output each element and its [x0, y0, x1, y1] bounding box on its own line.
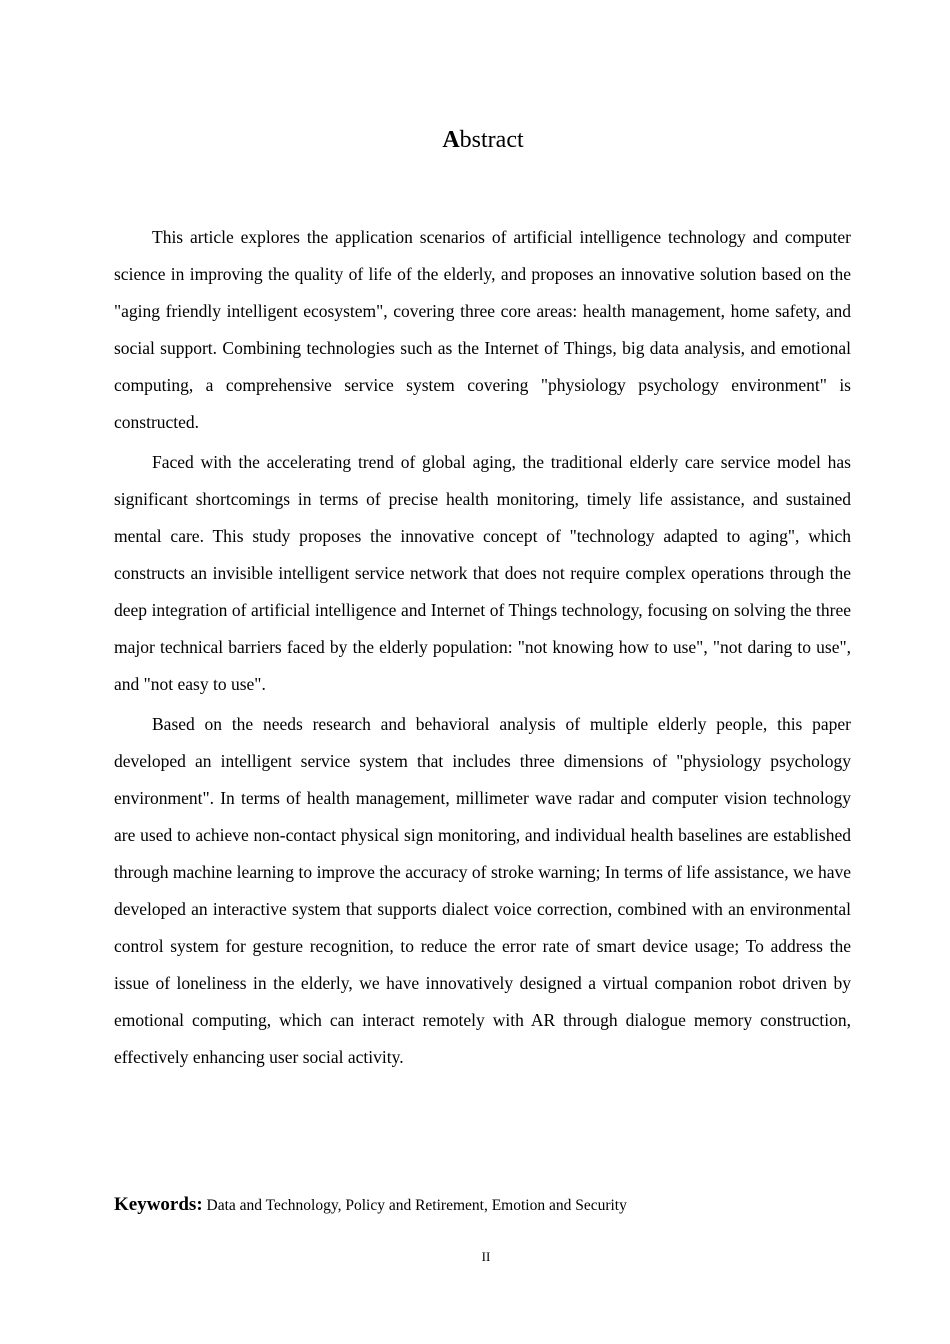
- keywords-label: Keywords:: [114, 1194, 203, 1215]
- keywords-text: Data and Technology, Policy and Retirement, Emotion and Security: [206, 1197, 627, 1214]
- page-number: II: [481, 1249, 491, 1264]
- paragraph-1: This article explores the application scenarios of artificial intelligence technology and computer science in improving the quality of life of the elderly, and proposes an innovative solution based on the "aging friendly intelligent ecosystem", covering three core areas: health management, home safety, and social support. Combining technologies such as the Internet of Things, big data analysis, and emotional computing, a comprehensive service system covering "physiology psychology environment" is constructed.: [114, 227, 851, 432]
- keywords-line: [114, 1190, 851, 1221]
- title-rest: bstract: [459, 127, 524, 153]
- paragraph-3: Based on the needs research and behavioral analysis of multiple elderly people, this paper developed an intelligent service system that includes three dimensions of "physiology psychology environment". In terms of health management, millimeter wave radar and computer vision technology are used to achieve non-contact physical sign monitoring, and individual health baselines are established through machine learning to improve the accuracy of stroke warning; In terms of life assistance, we have developed an interactive system that supports dialect voice correction, combined with an environmental control system for gesture recognition, to reduce the error rate of smart device usage; To address the issue of loneliness in the elderly, we have innovatively designed a virtual companion robot driven by emotional computing, which can interact remotely with AR through dialogue memory construction, effectively enhancing user social activity.: [114, 714, 851, 1067]
- title-first-letter: A: [442, 127, 460, 153]
- abstract-title: [0, 124, 950, 156]
- abstract-body: [114, 219, 851, 1079]
- paragraph-2: Faced with the accelerating trend of global aging, the traditional elderly care service model has significant shortcomings in terms of precise health monitoring, timely life assistance, and sustained mental care. This study proposes the innovative concept of "technology adapted to aging", which constructs an invisible intelligent service network that does not require complex operations through the deep integration of artificial intelligence and Internet of Things technology, focusing on solving the three major technical barriers faced by the elderly population: "not knowing how to use", "not daring to use", and "not easy to use".: [114, 452, 851, 694]
